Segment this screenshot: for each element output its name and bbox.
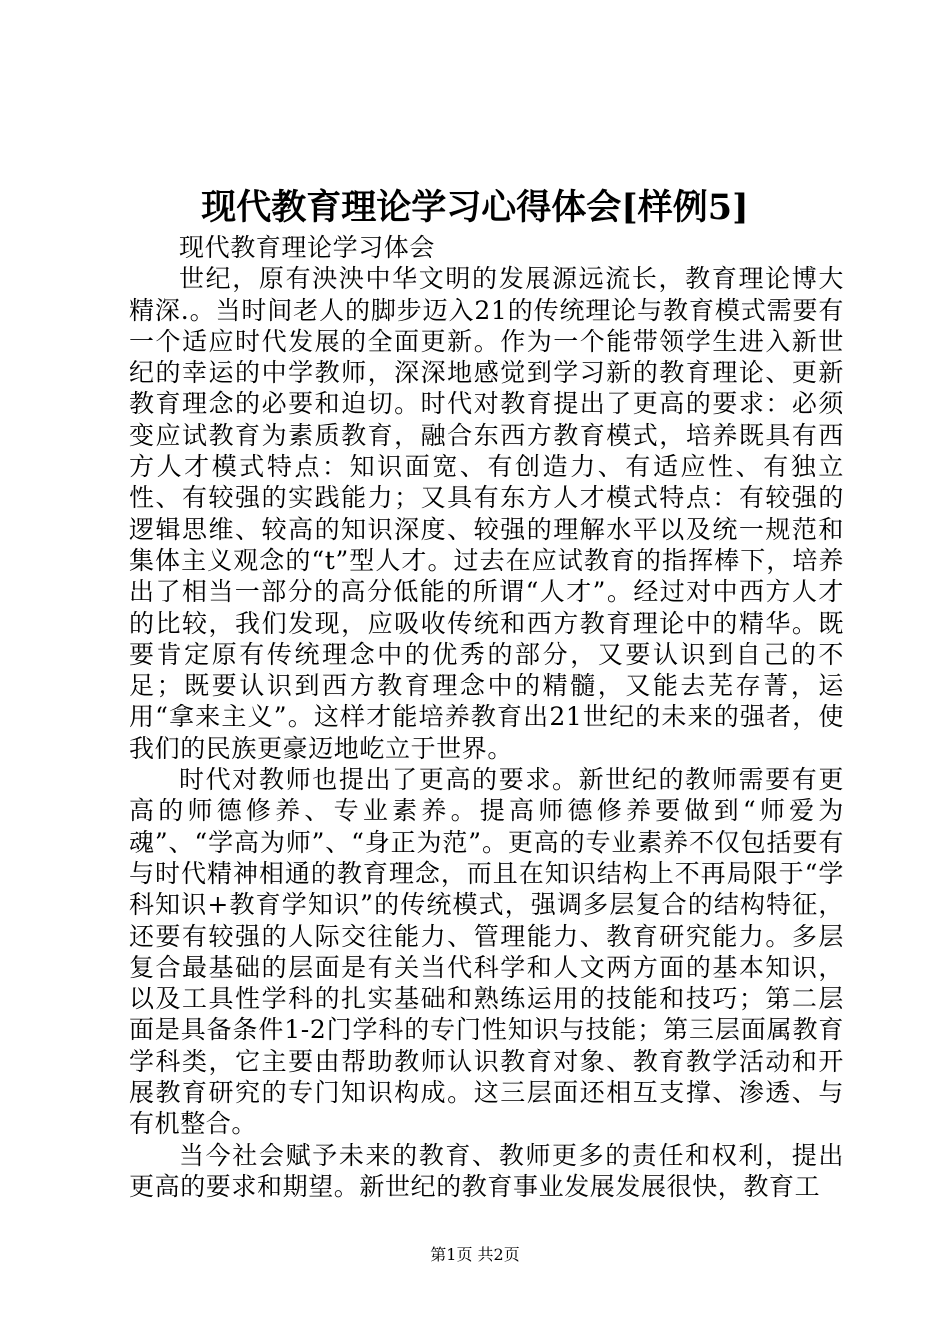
paragraph-2: 时代对教师也提出了更高的要求。新世纪的教师需要有更高的师德修养、专业素养。提高师德修养要做到“师爱为魂”、“学高为师”、“身正为范”。更高的专业素养不仅包括要有与时代精神相通的教育理念，而且在知识结构上不再局限于“学科知识+教育学知识”的传统模式，强调多层复合的结构特征，还要有较强的人际交往能力、管理能力、教育研究能力。多层复合最基础的层面是有关当代科学和人文两方面的基本知识，以及工具性学科的扎实基础和熟练运用的技能和技巧；第二层面是具备条件1-2门学科的专门性知识与技能；第三层面属教育学科类，它主要由帮助教师认识教育对象、教育教学活动和开展教育研究的专门知识构成。这三层面还相互支撑、渗透、与有机整合。 [129, 765, 844, 1139]
paragraph-1: 世纪，原有泱泱中华文明的发展源远流长，教育理论博大精深.。当时间老人的脚步迈入21的传统理论与教育模式需要有一个适应时代发展的全面更新。作为一个能带领学生进入新世纪的幸运的中学教师，深深地感觉到学习新的教育理论、更新教育理念的必要和迫切。时代对教育提出了更高的要求：必须变应试教育为素质教育，融合东西方教育模式，培养既具有西方人才模式特点：知识面宽、有创造力、有适应性、有独立性、有较强的实践能力；又具有东方人才模式特点：有较强的逻辑思维、较高的知识深度、较强的理解水平以及统一规范和集体主义观念的“t”型人才。过去在应试教育的指挥棒下，培养出了相当一部分的高分低能的所谓“人才”。经过对中西方人才的比较，我们发现，应吸收传统和西方教育理论中的精华。既要肯定原有传统理念中的优秀的部分，又要认识到自己的不足；既要认识到西方教育理念中的精髓，又能去芜存菁，运用“拿来主义”。这样才能培养教育出21世纪的未来的强者，使我们的民族更豪迈地屹立于世界。 [129, 264, 844, 763]
document-subtitle: 现代教育理论学习体会 [179, 233, 436, 262]
document-title: 现代教育理论学习心得体会[样例5] [201, 187, 749, 228]
page-footer: 第1页 共2页 [430, 1245, 520, 1264]
document-body [129, 232, 844, 1202]
paragraph-3: 当今社会赋予未来的教育、教师更多的责任和权利，提出更高的要求和期望。新世纪的教育事业发展发展很快，教育工 [129, 1140, 844, 1201]
